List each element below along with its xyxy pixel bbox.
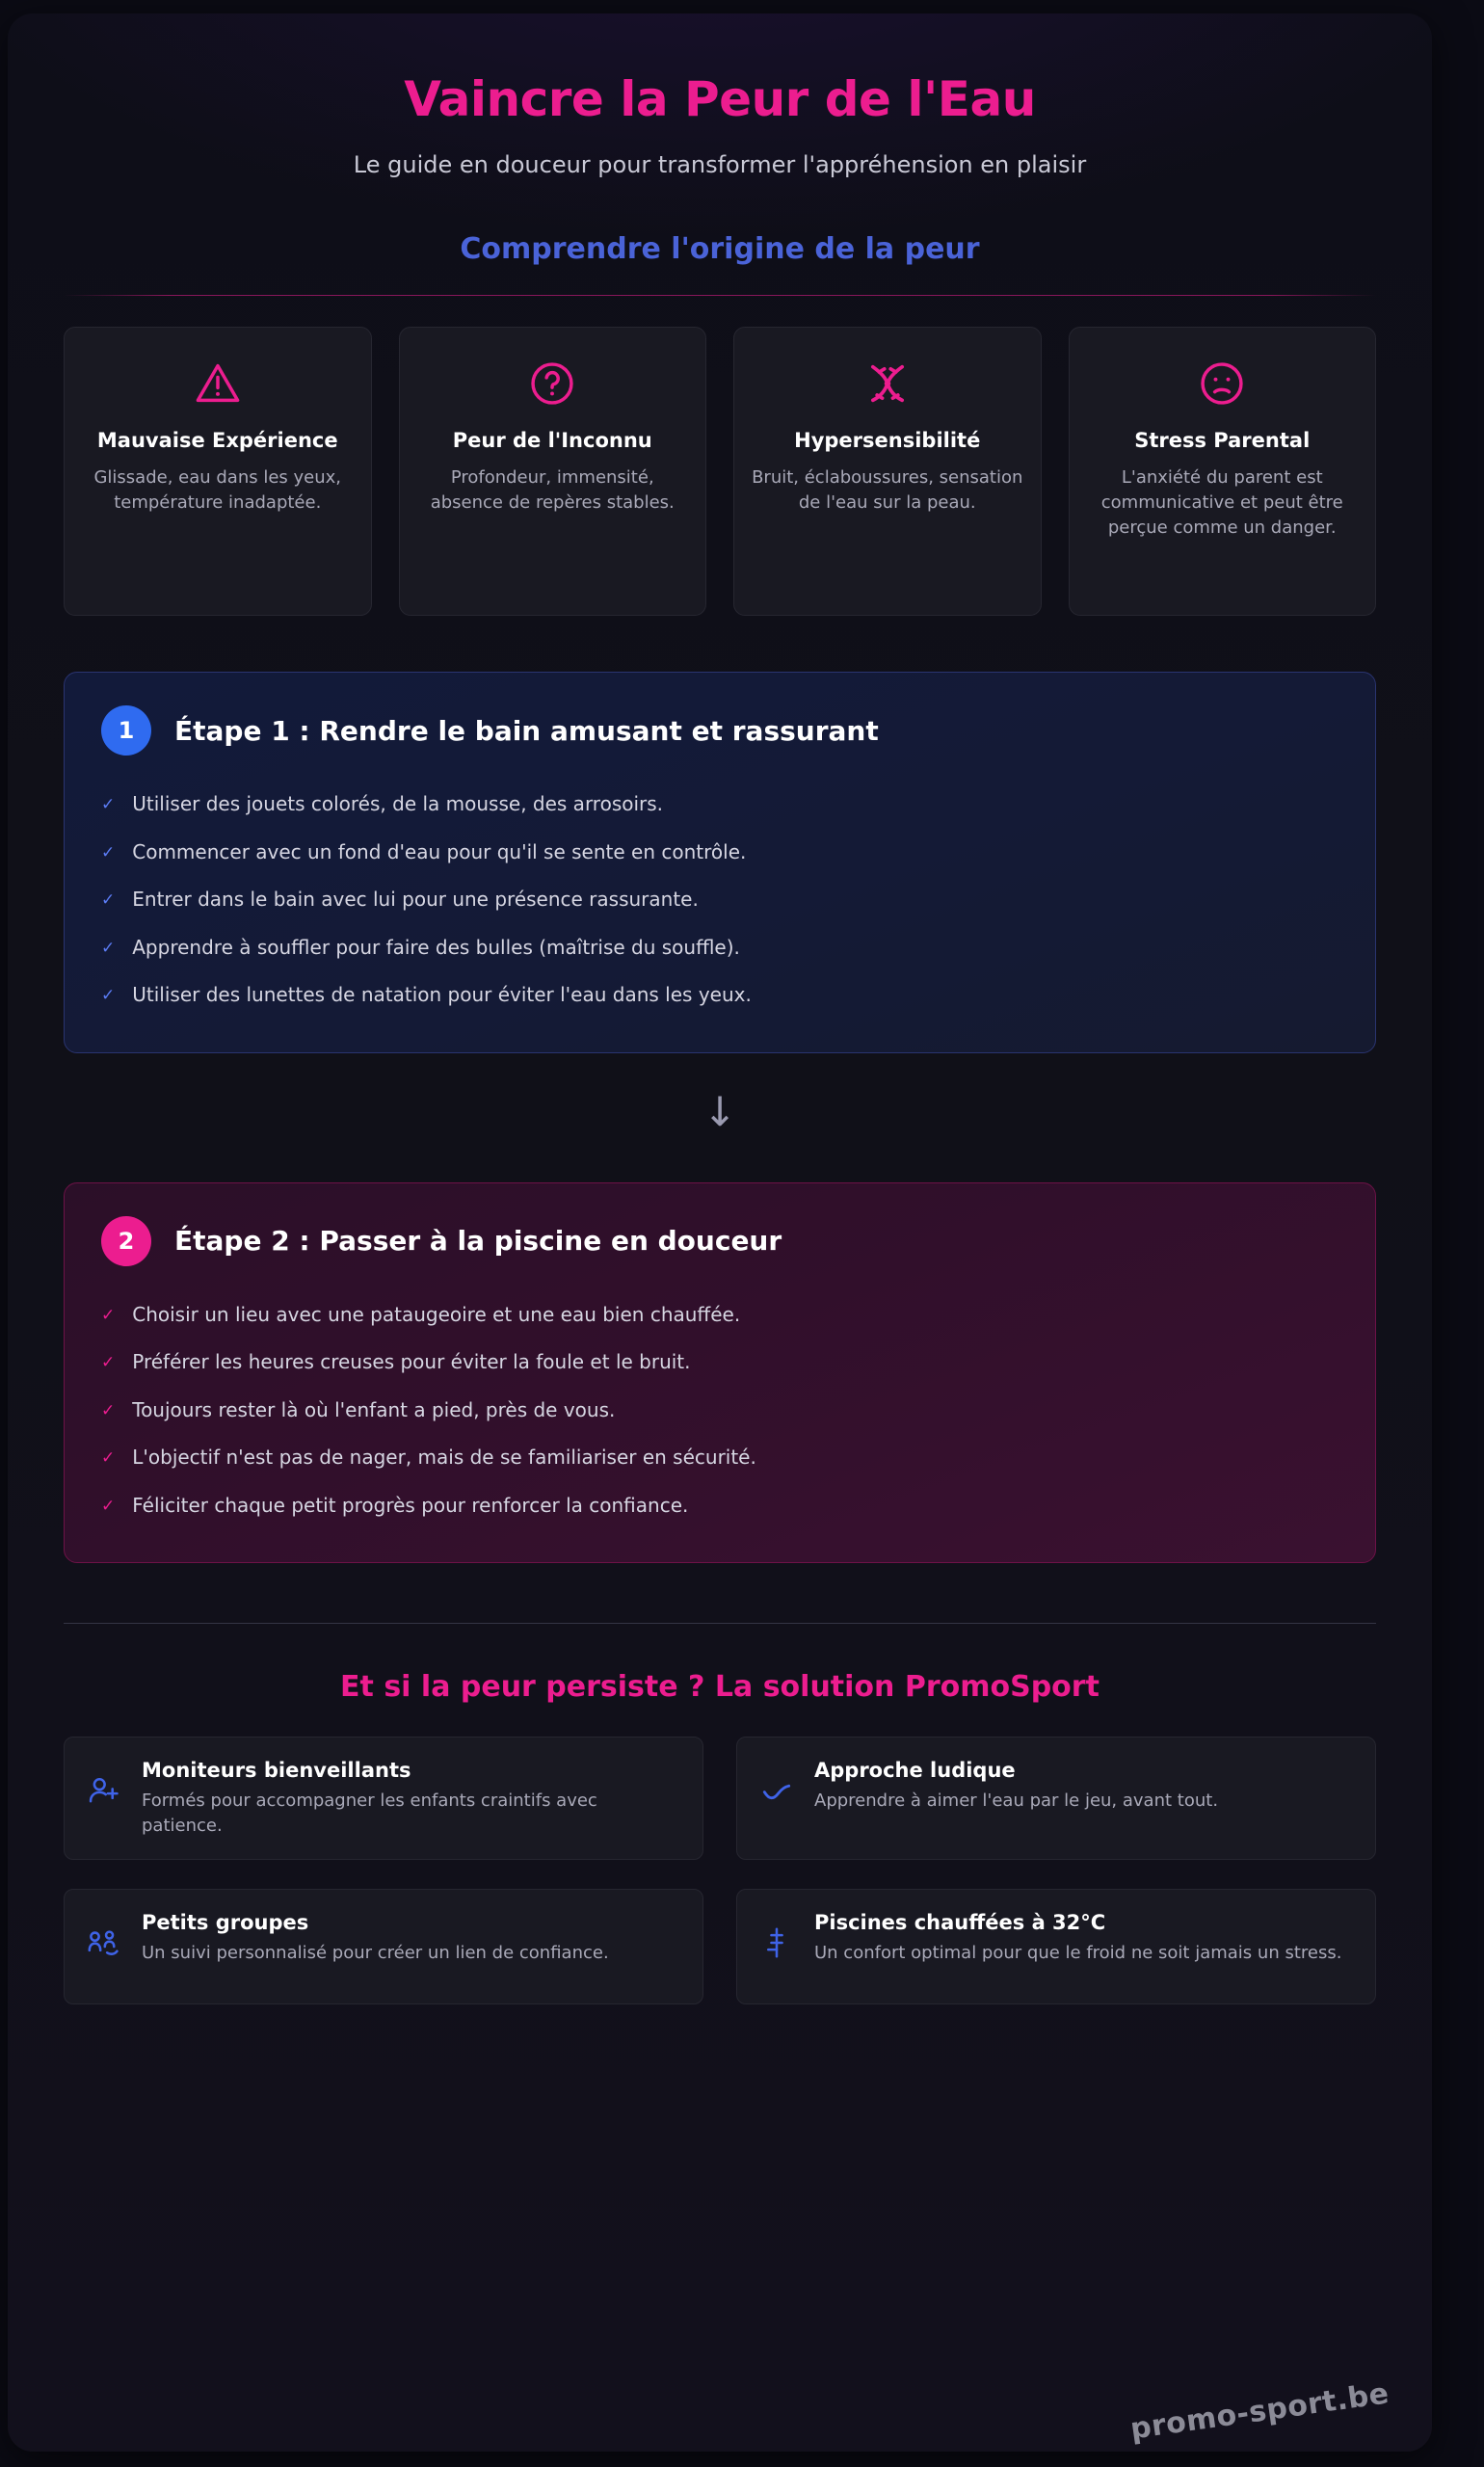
cause-card <box>399 327 707 616</box>
check-icon: ✓ <box>101 1400 116 1420</box>
check-icon: ✓ <box>101 986 116 1005</box>
list-item <box>101 1339 1338 1387</box>
thermometer-icon <box>756 1923 797 1963</box>
list-item-text: Choisir un lieu avec une pataugeoire et une eau bien chauffée. <box>132 1302 741 1326</box>
section-divider <box>64 1623 1376 1624</box>
step-number-badge: 2 <box>101 1216 151 1266</box>
list-item <box>101 1482 1338 1530</box>
cause-text: Bruit, éclaboussures, sensation de l'eau sur la peau. <box>752 466 1023 513</box>
feature-title: Moniteurs bienveillants <box>142 1759 411 1782</box>
check-icon: ✓ <box>101 842 116 862</box>
check-icon: ✓ <box>101 890 116 910</box>
feature-card <box>736 1889 1376 2004</box>
cause-text: Profondeur, immensité, absence de repères stables. <box>430 466 675 513</box>
list-item-text: Préférer les heures creuses pour éviter la foule et le bruit. <box>132 1350 691 1373</box>
heading-divider <box>64 295 1376 296</box>
user-plus-icon <box>84 1770 124 1811</box>
page-title: Vaincre la Peur de l'Eau <box>404 71 1036 127</box>
arrow-down-icon: ↓ <box>702 1087 737 1135</box>
question-circle-icon <box>417 353 689 414</box>
list-item <box>101 971 1338 1020</box>
check-icon: ✓ <box>101 1305 116 1325</box>
list-item-text: Utiliser des jouets colorés, de la mousse, des arrosoirs. <box>132 792 664 815</box>
list-item <box>101 924 1338 972</box>
check-icon: ✓ <box>101 1353 116 1372</box>
list-item <box>101 876 1338 924</box>
feature-card <box>64 1737 703 1860</box>
causes-grid <box>64 327 1376 616</box>
list-item-text: Commencer avec un fond d'eau pour qu'il se sente en contrôle. <box>132 839 747 863</box>
check-curve-icon <box>756 1770 797 1811</box>
feature-title: Petits groupes <box>142 1911 309 1935</box>
list-item-text: Entrer dans le bain avec lui pour une présence rassurante. <box>132 888 699 911</box>
step-number-badge: 1 <box>101 705 151 756</box>
cause-text: L'anxiété du parent est communicative et peut être perçue comme un danger. <box>1100 466 1343 539</box>
list-item <box>101 1387 1338 1435</box>
worried-face-icon <box>1087 353 1359 414</box>
list-item-text: Féliciter chaque petit progrès pour renforcer la confiance. <box>132 1493 689 1517</box>
feature-body <box>142 1911 681 1966</box>
check-icon: ✓ <box>101 938 116 958</box>
solution-title: Et si la peur persiste ? La solution PromoSport <box>340 1670 1100 1704</box>
list-item-text: Toujours rester là où l'enfant a pied, près de vous. <box>132 1397 616 1421</box>
infographic-card <box>8 13 1432 2452</box>
feature-body <box>814 1759 1354 1814</box>
step-bullet-list <box>101 1291 1338 1530</box>
step-bullet-list <box>101 781 1338 1020</box>
step-header <box>101 1216 1338 1266</box>
list-item-text: Utiliser des lunettes de natation pour éviter l'eau dans les yeux. <box>132 983 752 1006</box>
feature-title: Piscines chauffées à 32°C <box>814 1911 1106 1935</box>
step-title: Étape 2 : Passer à la piscine en douceur <box>174 1225 782 1257</box>
step-block-2 <box>64 1182 1376 1564</box>
list-item <box>101 1291 1338 1340</box>
list-item <box>101 781 1338 829</box>
page-subtitle: Le guide en douceur pour transformer l'appréhension en plaisir <box>353 151 1087 178</box>
feature-body <box>142 1759 681 1838</box>
cause-title: Stress Parental <box>1134 429 1311 452</box>
nerve-sensitivity-icon <box>752 353 1023 414</box>
list-item-text: Apprendre à souffler pour faire des bulles (maîtrise du souffle). <box>132 935 740 959</box>
step-block-1 <box>64 672 1376 1053</box>
cause-card <box>733 327 1042 616</box>
feature-title: Approche ludique <box>814 1759 1016 1782</box>
cause-title: Mauvaise Expérience <box>96 429 338 452</box>
check-icon: ✓ <box>101 795 116 814</box>
warning-triangle-icon <box>82 353 354 414</box>
feature-text: Un confort optimal pour que le froid ne soit jamais un stress. <box>814 1943 1342 1964</box>
feature-text: Apprendre à aimer l'eau par le jeu, avant tout. <box>814 1791 1219 1811</box>
list-item <box>101 1434 1338 1482</box>
cause-card <box>1069 327 1377 616</box>
check-icon: ✓ <box>101 1448 116 1468</box>
cause-card <box>64 327 372 616</box>
cause-title: Peur de l'Inconnu <box>452 429 652 452</box>
feature-card <box>64 1889 703 2004</box>
feature-text: Un suivi personnalisé pour créer un lien de confiance. <box>142 1943 609 1964</box>
features-grid <box>64 1737 1376 2004</box>
list-item-text: L'objectif n'est pas de nager, mais de se familiariser en sécurité. <box>132 1446 756 1469</box>
feature-text: Formés pour accompagner les enfants craintifs avec patience. <box>142 1791 597 1836</box>
feature-card <box>736 1737 1376 1860</box>
step-title: Étape 1 : Rendre le bain amusant et rassurant <box>174 714 879 747</box>
cause-text: Glissade, eau dans les yeux, température inadaptée. <box>93 466 342 513</box>
list-item <box>101 829 1338 877</box>
step-header <box>101 705 1338 756</box>
section-heading-causes: Comprendre l'origine de la peur <box>460 232 980 266</box>
cause-title: Hypersensibilité <box>794 429 981 452</box>
feature-body <box>814 1911 1354 1966</box>
small-group-icon <box>84 1923 124 1963</box>
check-icon: ✓ <box>101 1496 116 1516</box>
watermark: promo-sport.be <box>1127 2376 1391 2447</box>
